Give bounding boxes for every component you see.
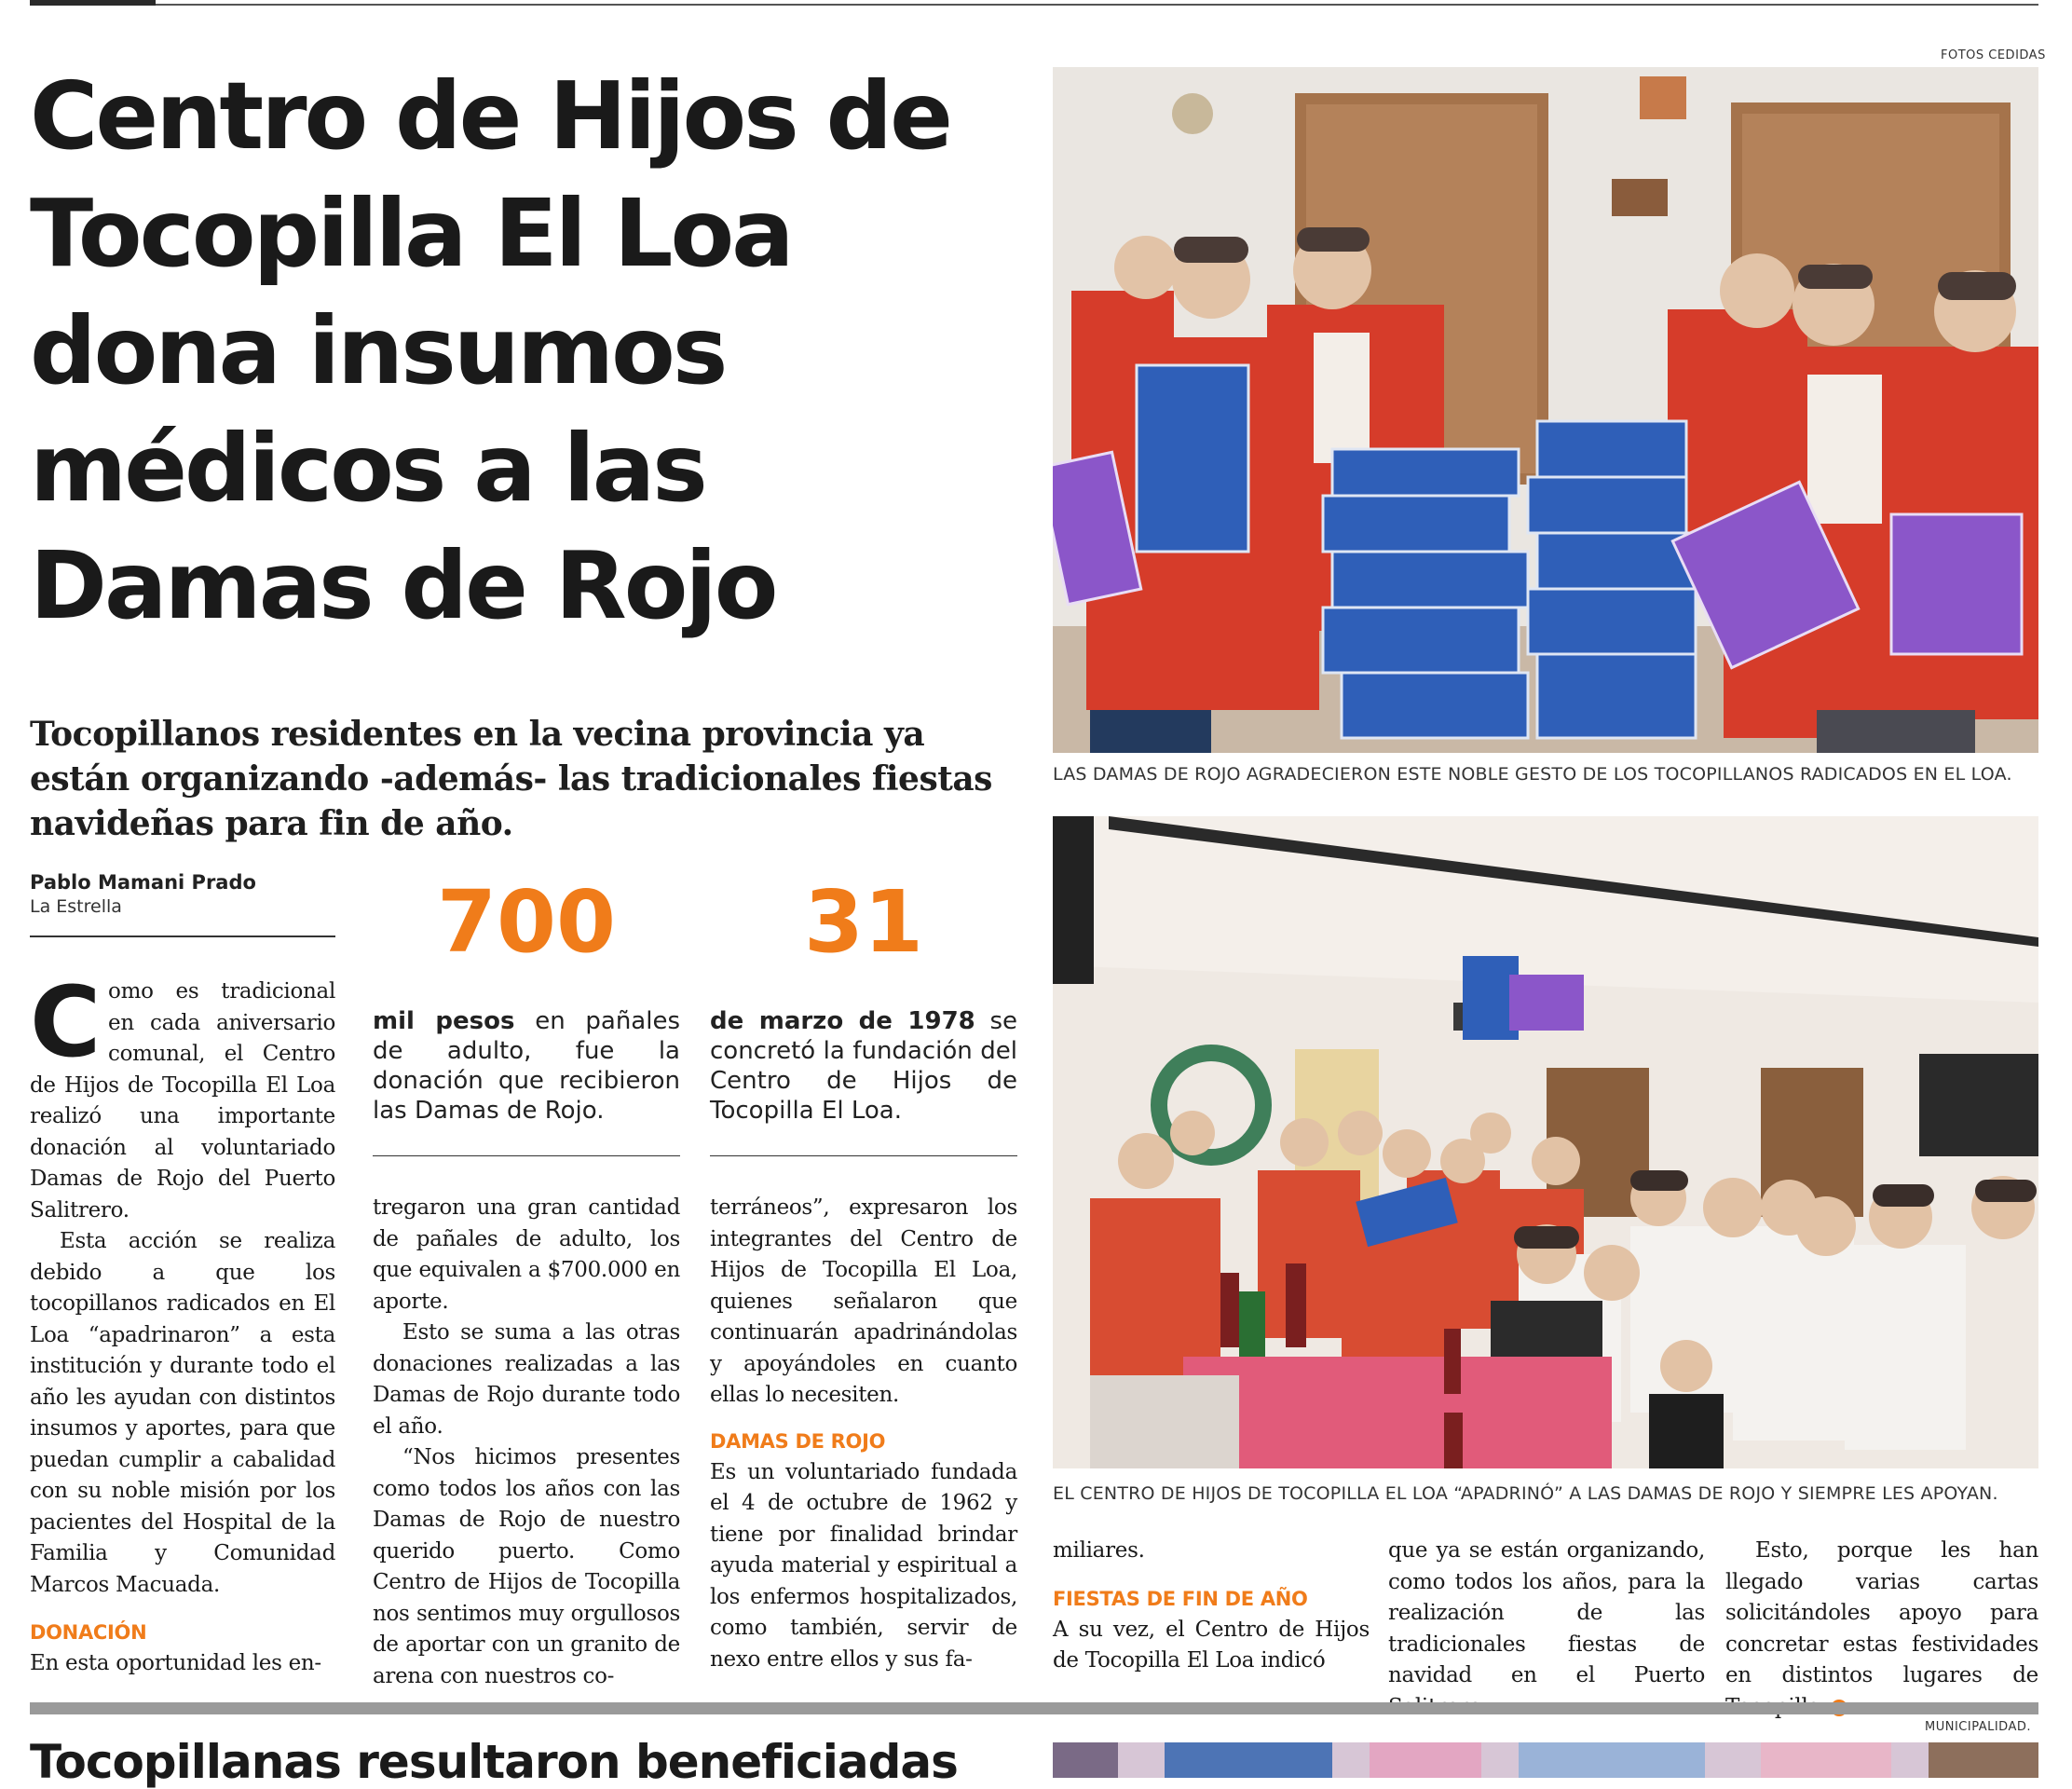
factbox-text-700 — [373, 1006, 680, 1126]
paragraph: En esta oportunidad les en- — [30, 1651, 321, 1675]
body-column-1 — [30, 965, 335, 1680]
next-article-headline: Tocopillanas resultaron beneficiadas — [30, 1735, 958, 1789]
factbox-number-31: 31 — [803, 872, 924, 972]
factbox-body: se concretó la fundación del Centro de Hijos de Tocopilla El Loa. — [710, 1007, 1018, 1125]
photo-damas-de-rojo-donation — [1053, 67, 2038, 753]
paragraph — [1725, 1536, 2038, 1723]
paragraph: tregaron una gran cantidad de pañales de adulto, los que equivalen a $700.000 en aporte. — [373, 1195, 680, 1314]
paragraph-text: Esto, porque les han llegado varias cartas solicitándoles apoyo para concretar estas festividades en distintos lugares de — [1725, 1538, 2038, 1687]
body-column-2 — [373, 1193, 680, 1692]
byline-rule — [30, 935, 335, 937]
top-rule — [30, 4, 2038, 6]
factbox-number-700: 700 — [436, 872, 617, 972]
photo-caption-top: LAS DAMAS DE ROJO AGRADECIERON ESTE NOBLE GESTO DE LOS TOCOPILLANOS RADICADOS EN EL LOA. — [1053, 764, 2012, 785]
section-tab-bar — [30, 0, 156, 6]
body-column-6 — [1725, 1536, 2038, 1723]
paragraph: miliares. — [1053, 1538, 1145, 1563]
next-photo-credit: MUNICIPALIDAD. — [1925, 1720, 2031, 1734]
factbox-rule — [710, 1155, 1017, 1156]
photo-illustration — [1053, 67, 2038, 753]
paragraph: Esto se suma a las otras donaciones realizadas a las Damas de Rojo durante todo el año. — [373, 1320, 680, 1439]
photo-caption-bottom: EL CENTRO DE HIJOS DE TOCOPILLA EL LOA “APADRINÓ” A LAS DAMAS DE ROJO Y SIEMPRE LES APOYAN. — [1053, 1483, 1998, 1504]
author-outlet: La Estrella — [30, 896, 122, 917]
section-divider-band — [30, 1702, 2038, 1714]
paragraph: que ya se están organizando, como todos los años, para la realización de las tradicionales fiestas de navidad en el Puerto — [1388, 1538, 1705, 1687]
body-column-5 — [1388, 1536, 1705, 1723]
factbox-body: en pañales de adulto, fue la donación que recibieron las Damas de Rojo. — [373, 1007, 680, 1125]
factbox-bold: de marzo de 1978 — [710, 1007, 975, 1035]
paragraph: omo es tradicional en cada aniversario comunal, el Centro de Hijos de Tocopilla El Loa realizó una importante donación al voluntariado Damas de Rojo del Puerto Salitrero. — [30, 979, 335, 1222]
photo-illustration — [1053, 816, 2038, 1468]
paragraph: A su vez, el Centro de Hijos de Tocopilla El Loa indicó — [1053, 1617, 1370, 1673]
factbox-rule — [373, 1155, 680, 1156]
section-heading-fiestas: FIESTAS DE FIN DE AÑO — [1053, 1587, 1308, 1610]
factbox-bold: mil pesos — [373, 1007, 515, 1035]
author-name: Pablo Mamani Prado — [30, 871, 256, 894]
body-column-4 — [1053, 1536, 1370, 1677]
photo-credit: FOTOS CEDIDAS — [1941, 48, 2046, 62]
section-heading-donacion: DONACIÓN — [30, 1621, 147, 1644]
headline: Centro de Hijos de Tocopilla El Loa dona insumos médicos a las Damas de Rojo — [30, 61, 950, 640]
factbox-text-31 — [710, 1006, 1017, 1126]
paragraph: Es un voluntariado fundada el 4 de octubre de 1962 y tiene por finalidad brindar ayuda material y espiritual a los enfermos hospitalizados, como también, servir de nexo entre ellos y sus fa- — [710, 1459, 1017, 1672]
section-heading-damas: DAMAS DE ROJO — [710, 1429, 886, 1453]
next-article-photo — [1053, 1742, 2038, 1778]
drop-cap: C — [30, 965, 102, 1079]
paragraph: terráneos”, expresaron los integrantes del Centro de Hijos de Tocopilla El Loa, quienes señalaron que continuarán apadrinándolas y apoyándoles en cuanto ellas lo necesiten. — [710, 1195, 1017, 1407]
body-column-3 — [710, 1193, 1017, 1675]
paragraph: “Nos hicimos presentes como todos los años con las Damas de Rojo de nuestro querido puerto. Como Centro de Hijos de Tocopilla nos sentimos muy orgullosos de aportar con un granito de arena con nuestros co- — [373, 1445, 680, 1688]
subhead: Tocopillanos residentes en la vecina provincia ya están organizando -además- las tradicionales fiestas navideñas para fin de año. — [30, 715, 992, 843]
photo-illustration — [1053, 1742, 2038, 1778]
paragraph: Esta acción se realiza debido a que los tocopillanos radicados en El Loa “apadrinaron” a esta institución y durante todo el año les ayudan con distintos insumos y aportes, para que puedan cumplir a cabalidad con su noble misión por los pacientes del Hospital de la Familia y Comunidad Marcos Macuada. — [30, 1229, 335, 1597]
photo-group-celebration — [1053, 816, 2038, 1468]
